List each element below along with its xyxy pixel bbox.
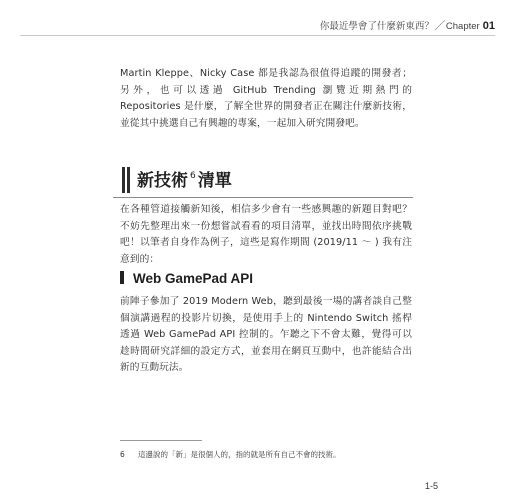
header-chapter-label: Chapter xyxy=(445,21,480,32)
running-header xyxy=(0,17,495,37)
subsection-title: Web GamePad API xyxy=(133,271,254,286)
footnote-reference: 6 xyxy=(190,171,196,181)
heading-bar-icon xyxy=(127,167,130,193)
page-number: 1-5 xyxy=(424,481,438,491)
header-question: 你最近學會了什麼新東西？ xyxy=(319,21,434,32)
header-slash-separator: ／ xyxy=(434,19,446,32)
section-title xyxy=(137,166,232,191)
section-title-suffix: 清單 xyxy=(197,171,232,191)
section-title-text: 新技術 xyxy=(137,171,188,191)
subsection-heading xyxy=(120,268,253,286)
header-rule xyxy=(20,35,495,36)
footnote-divider xyxy=(120,440,202,441)
section-underline xyxy=(113,197,413,198)
paragraph-gamepad: 前陣子參加了 2019 Modern Web，聽到最後一場的講者談自己整個演講過程的投影片切換，是使用手上的 Nintendo Switch 搖桿透過 Web GamePad API 控制的。乍聽之下不會太難，覺得可以趁時間研究詳細的設定方式，並套用在網頁互動中，也許能結合出新的互動玩法。 xyxy=(120,296,412,373)
subsection-marker-icon xyxy=(120,271,124,284)
section-heading xyxy=(113,164,413,198)
footnote-number: 6 xyxy=(120,450,125,459)
footnote xyxy=(120,449,420,460)
paragraph-new-tech-list: 在各種管道接觸新知後，相信多少會有一些感興趣的新題目對吧？不妨先整理出來一份想嘗試看看的項目清單，並找出時間依序挑戰吧！以筆者自身作為例子，這些是寫作期間 (2019/11 ～ ) 我有注意到的： xyxy=(120,204,412,265)
heading-bar-icon xyxy=(122,167,125,193)
footnote-text: 這邊說的「新」是很個人的，指的就是所有自己不會的技術。 xyxy=(138,450,341,459)
paragraph-intro: Martin Kleppe、Nicky Case 都是我認為很值得追蹤的開發者；另外，也可以透過 GitHub Trending 瀏覽近期熱門的 Repositories 是什麼，了解全世界的開發者正在關注什麼新技術，並從其中挑選自己有興趣的專案，一起加入研究開發吧。 xyxy=(120,68,412,129)
header-chapter-number: 01 xyxy=(482,20,495,32)
